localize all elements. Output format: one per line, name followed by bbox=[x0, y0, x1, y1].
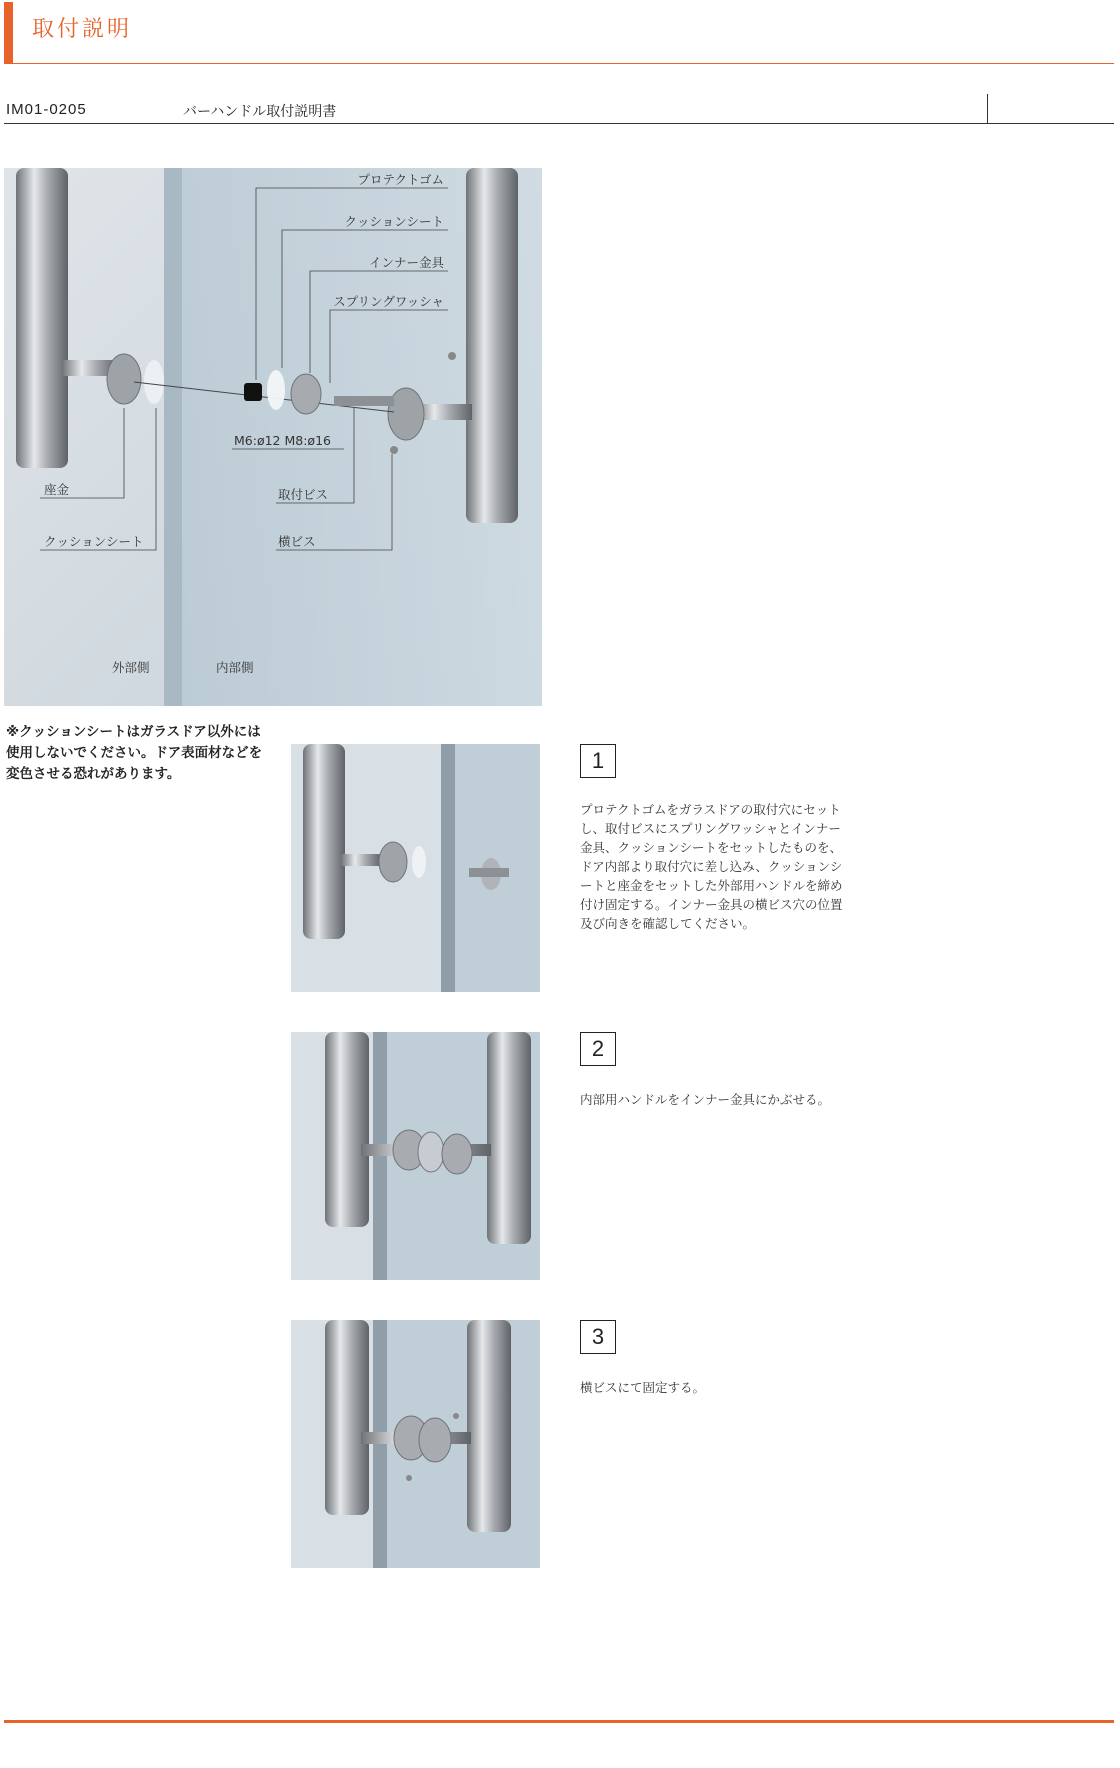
mount-screw-part bbox=[334, 396, 394, 406]
step-3-number: 3 bbox=[580, 1320, 616, 1354]
label-cushion-sheet-top: クッションシート bbox=[344, 214, 444, 229]
step-2-number: 2 bbox=[580, 1032, 616, 1066]
side-screw-top bbox=[448, 352, 456, 360]
header-divider bbox=[4, 63, 1114, 64]
step-3-image bbox=[291, 1320, 540, 1568]
label-washer-seat: 座金 bbox=[44, 482, 70, 497]
label-outside: 外部側 bbox=[112, 660, 150, 675]
document-title: バーハンドル取付説明書 bbox=[183, 104, 337, 120]
cushion-sheet-outside bbox=[144, 360, 164, 404]
label-inside: 内部側 bbox=[216, 660, 254, 675]
step-1-image bbox=[291, 744, 540, 992]
docrow-divider bbox=[4, 123, 1114, 124]
footer-divider bbox=[4, 1720, 1114, 1723]
step-1-number: 1 bbox=[580, 744, 616, 778]
docrow-separator bbox=[987, 94, 988, 123]
step-2-image bbox=[291, 1032, 540, 1280]
document-code: IM01-0205 bbox=[6, 101, 87, 118]
outside-handle-bar bbox=[16, 168, 68, 468]
step-1-text: プロテクトゴムをガラスドアの取付穴にセットし、取付ビスにスプリングワッシャとインナー金具、クッションシートをセットしたものを、ドア内部より取付穴に差し込み、クッションシートと座金をセットした外部用ハンドルを締め付け固定する。インナー金具の横ビス穴の位置及び向きを確認してください。 bbox=[580, 802, 843, 931]
label-protect-rubber: プロテクトゴム bbox=[357, 172, 444, 187]
header-accent-bar bbox=[4, 2, 13, 64]
inside-handle-socket bbox=[388, 388, 424, 440]
exploded-diagram bbox=[4, 168, 542, 706]
label-side-screw: 横ビス bbox=[278, 534, 316, 549]
protect-rubber-part bbox=[244, 383, 262, 401]
page-title: 取付説明 bbox=[32, 17, 133, 42]
side-screw-bottom bbox=[390, 446, 398, 454]
step-3-text: 横ビスにて固定する。 bbox=[580, 1380, 706, 1395]
label-size: M6:ø12 M8:ø16 bbox=[234, 433, 331, 448]
cushion-sheet-note: ※クッションシートはガラスドア以外には使用しないでください。ドア表面材などを変色させる恐れがあります。 bbox=[6, 724, 263, 782]
glass-edge bbox=[164, 168, 182, 706]
inner-fitting-part bbox=[291, 374, 321, 414]
label-inner-fitting: インナー金具 bbox=[368, 255, 444, 270]
label-spring-washer: スプリングワッシャ bbox=[333, 294, 444, 309]
step-2-text: 内部用ハンドルをインナー金具にかぶせる。 bbox=[580, 1092, 831, 1107]
label-mount-screw: 取付ビス bbox=[278, 487, 329, 502]
cushion-sheet-inside bbox=[267, 370, 285, 410]
label-cushion-sheet-bottom: クッションシート bbox=[44, 534, 144, 549]
inside-handle-bar bbox=[466, 168, 518, 523]
washer-seat bbox=[107, 354, 141, 404]
